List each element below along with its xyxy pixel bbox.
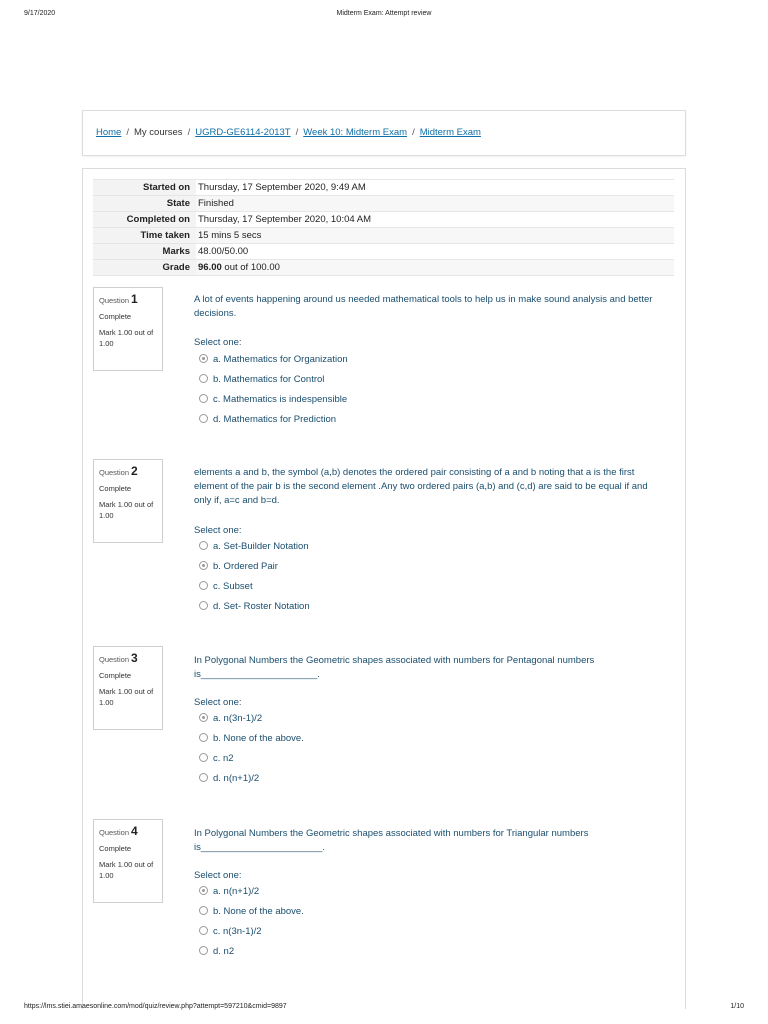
answer-option[interactable] — [199, 906, 304, 920]
grade-value: 96.00 — [198, 262, 222, 273]
answer-option[interactable] — [199, 374, 324, 388]
question-status: Complete — [99, 312, 132, 321]
summary-value: Thursday, 17 September 2020, 9:49 AM — [196, 180, 674, 196]
question-info-box — [93, 287, 163, 371]
question-label: Question — [99, 828, 130, 837]
option-label: a. Mathematics for Organization — [213, 354, 348, 365]
breadcrumb-week-link[interactable]: Week 10: Midterm Exam — [303, 127, 408, 138]
question-info-box — [93, 459, 163, 543]
answer-option[interactable] — [199, 601, 310, 615]
summary-label: Marks — [93, 244, 196, 260]
summary-value: Thursday, 17 September 2020, 10:04 AM — [196, 212, 674, 228]
option-label: b. Mathematics for Control — [213, 374, 325, 385]
radio-icon[interactable] — [199, 926, 208, 935]
print-header — [0, 10, 768, 22]
question-number: 1 — [131, 292, 138, 306]
summary-value — [196, 260, 674, 276]
question-label: Question — [99, 655, 130, 664]
breadcrumb-course-link[interactable]: UGRD-GE6114-2013T — [195, 127, 291, 138]
radio-icon[interactable] — [199, 733, 208, 742]
radio-icon[interactable] — [199, 906, 208, 915]
print-page-title: Midterm Exam: Attempt review — [336, 10, 432, 17]
summary-value: Finished — [196, 196, 674, 212]
summary-value: 48.00/50.00 — [196, 244, 674, 260]
answer-option[interactable] — [199, 581, 253, 595]
radio-icon[interactable] — [199, 414, 208, 423]
print-url: https://lms.stiei.amaesonline.com/mod/quiz/review.php?attempt=597210&cmid=9897 — [24, 1003, 287, 1010]
radio-icon[interactable] — [199, 561, 208, 570]
option-label: c. Mathematics is indespensible — [213, 394, 348, 405]
radio-icon[interactable] — [199, 354, 208, 363]
answer-option[interactable] — [199, 733, 304, 747]
question-number: 2 — [131, 464, 138, 478]
question-mark: Mark 1.00 out of 1.00 — [99, 500, 154, 520]
option-label: c. n(3n-1)/2 — [213, 926, 262, 937]
summary-label: Grade — [93, 260, 196, 276]
breadcrumb-separator: / — [126, 127, 129, 138]
question-mark: Mark 1.00 out of 1.00 — [99, 860, 154, 880]
question-status: Complete — [99, 844, 132, 853]
summary-row-grade — [93, 260, 674, 276]
select-one-label: Select one: — [194, 697, 242, 708]
question-info-box — [93, 819, 163, 903]
breadcrumb-exam-link[interactable]: Midterm Exam — [419, 127, 481, 138]
summary-label: Started on — [93, 180, 196, 196]
answer-option[interactable] — [199, 354, 348, 368]
radio-icon[interactable] — [199, 946, 208, 955]
question-status: Complete — [99, 671, 132, 680]
attempt-review-card — [82, 168, 686, 1009]
breadcrumb-separator: / — [295, 127, 299, 138]
radio-icon[interactable] — [199, 773, 208, 782]
answer-option[interactable] — [199, 713, 262, 727]
question-number: 3 — [131, 651, 138, 665]
answer-option[interactable] — [199, 773, 259, 787]
option-label: a. Set-Builder Notation — [213, 541, 309, 552]
summary-row-marks — [93, 244, 674, 260]
option-label: b. Ordered Pair — [213, 561, 278, 572]
summary-row-state — [93, 196, 674, 212]
breadcrumb-card — [82, 110, 686, 156]
question-text: In Polygonal Numbers the Geometric shapes associated with numbers for Pentagonal numbers is______________________. — [194, 655, 595, 680]
radio-icon[interactable] — [199, 753, 208, 762]
question-label: Question — [99, 296, 130, 305]
option-label: d. Mathematics for Prediction — [213, 414, 337, 425]
answer-option[interactable] — [199, 414, 336, 428]
option-label: d. Set- Roster Notation — [213, 601, 310, 612]
breadcrumb-my-courses: My courses — [133, 127, 183, 138]
question-status: Complete — [99, 484, 132, 493]
radio-icon[interactable] — [199, 541, 208, 550]
radio-icon[interactable] — [199, 886, 208, 895]
option-label: b. None of the above. — [213, 733, 304, 744]
summary-value: 15 mins 5 secs — [196, 228, 674, 244]
radio-icon[interactable] — [199, 713, 208, 722]
question-mark: Mark 1.00 out of 1.00 — [99, 328, 154, 348]
answer-option[interactable] — [199, 753, 234, 767]
summary-row-started — [93, 180, 674, 196]
summary-row-time-taken — [93, 228, 674, 244]
print-page-number: 1/10 — [730, 1003, 744, 1010]
print-date: 9/17/2020 — [24, 10, 56, 17]
breadcrumb-separator: / — [412, 127, 415, 138]
answer-option[interactable] — [199, 926, 262, 940]
summary-label: Completed on — [93, 212, 196, 228]
option-label: c. n2 — [213, 753, 234, 764]
radio-icon[interactable] — [199, 394, 208, 403]
select-one-label: Select one: — [194, 337, 242, 348]
grade-suffix: out of 100.00 — [221, 262, 280, 273]
summary-label: State — [93, 196, 196, 212]
question-mark: Mark 1.00 out of 1.00 — [99, 687, 154, 707]
breadcrumb — [96, 127, 481, 138]
answer-option[interactable] — [199, 394, 347, 408]
option-label: a. n(n+1)/2 — [213, 886, 260, 897]
radio-icon[interactable] — [199, 601, 208, 610]
option-label: a. n(3n-1)/2 — [213, 713, 263, 724]
answer-option[interactable] — [199, 946, 234, 960]
select-one-label: Select one: — [194, 525, 242, 536]
answer-option[interactable] — [199, 541, 309, 555]
select-one-label: Select one: — [194, 870, 242, 881]
question-info-box — [93, 646, 163, 730]
question-number: 4 — [131, 824, 138, 838]
summary-label: Time taken — [93, 228, 196, 244]
question-text: A lot of events happening around us needed mathematical tools to help us in make sound analysis and better decisions. — [194, 294, 653, 319]
print-footer — [0, 1003, 768, 1015]
answer-option[interactable] — [199, 561, 278, 575]
question-label: Question — [99, 468, 130, 477]
question-text: In Polygonal Numbers the Geometric shapes associated with numbers for Triangular numbers is_______________________. — [194, 828, 589, 853]
summary-row-completed — [93, 212, 674, 228]
question-text: elements a and b, the symbol (a,b) denotes the ordered pair consisting of a and b noting that a is the first element of the pair b is the second element .Any two ordered pairs (a,b) and (c,d) are said to be equal if and only if, a=c and b=d. — [194, 467, 648, 506]
option-label: d. n(n+1)/2 — [213, 773, 260, 784]
breadcrumb-home-link[interactable]: Home — [96, 127, 122, 138]
option-label: b. None of the above. — [213, 906, 304, 917]
option-label: c. Subset — [213, 581, 253, 592]
answer-option[interactable] — [199, 886, 259, 900]
breadcrumb-separator: / — [187, 127, 191, 138]
radio-icon[interactable] — [199, 374, 208, 383]
attempt-summary-table — [93, 179, 674, 276]
radio-icon[interactable] — [199, 581, 208, 590]
option-label: d. n2 — [213, 946, 235, 957]
